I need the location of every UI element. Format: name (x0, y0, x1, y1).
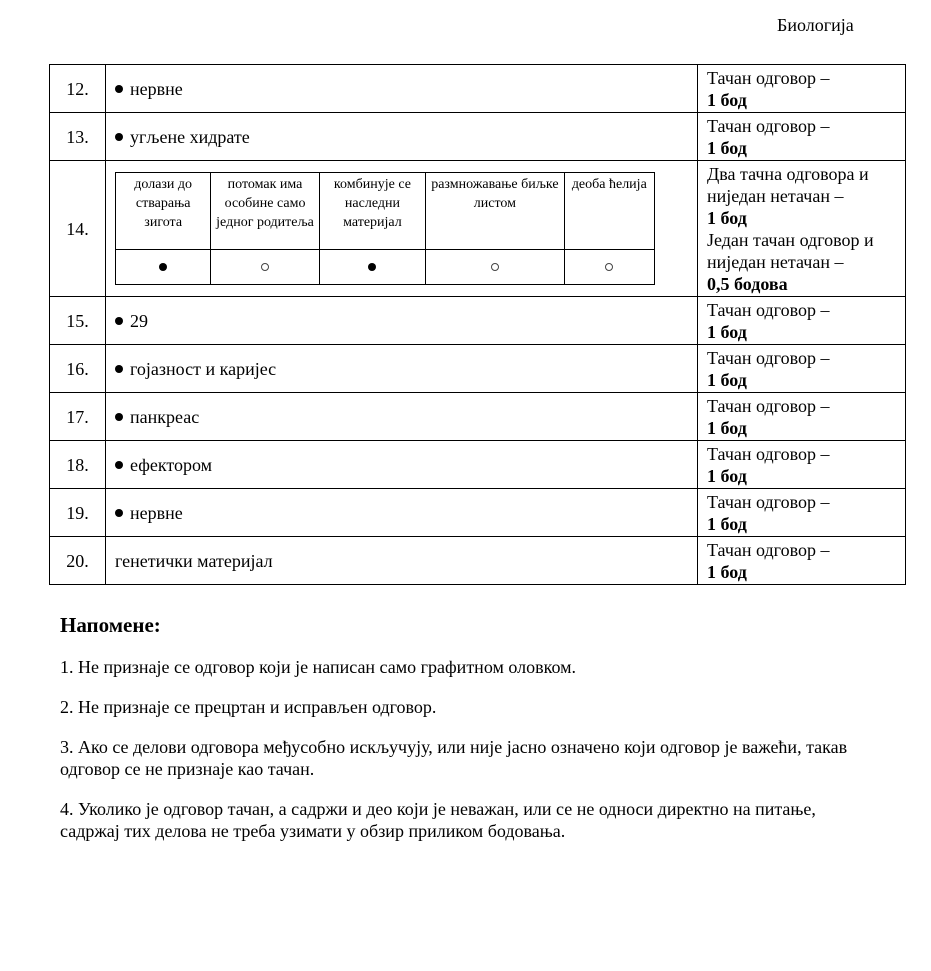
answer-cell (106, 161, 698, 297)
question-number: 13. (50, 113, 106, 161)
empty-circle-icon (261, 263, 269, 271)
subtable-marks-row (116, 250, 655, 285)
score-cell (698, 65, 906, 113)
answer-text: 29 (130, 310, 148, 331)
subtable-header: комбинује се наследни материјал (319, 173, 425, 250)
score-text: Тачан одговор – (707, 68, 830, 88)
score-text: Тачан одговор – (707, 300, 830, 320)
score-text: Један тачан одговор и (707, 230, 874, 250)
answer-cell (106, 393, 698, 441)
score-points: 1 бод (707, 370, 747, 390)
score-points: 1 бод (707, 562, 747, 582)
subject-header: Биологија (777, 15, 854, 35)
score-points: 1 бод (707, 418, 747, 438)
score-cell (698, 537, 906, 585)
score-points: 1 бод (707, 138, 747, 158)
answer-cell (106, 345, 698, 393)
empty-circle-icon (605, 263, 613, 271)
score-text: Тачан одговор – (707, 348, 830, 368)
note-item: 4. Уколико је одговор тачан, а садржи и део који је неважан, или се не односи директно на питање, садржај тих делова не треба узимати у обзир приликом бодовања. (60, 799, 816, 841)
question-number: 15. (50, 297, 106, 345)
score-cell (698, 489, 906, 537)
question-number: 16. (50, 345, 106, 393)
subtable-header: долази до стварања зигота (116, 173, 211, 250)
score-text: Тачан одговор – (707, 444, 830, 464)
score-text: Тачан одговор – (707, 116, 830, 136)
answer-cell (106, 113, 698, 161)
score-text: Тачан одговор – (707, 396, 830, 416)
score-points: 1 бод (707, 514, 747, 534)
table-row (50, 537, 906, 585)
score-points: 1 бод (707, 208, 747, 228)
table-row (50, 489, 906, 537)
answer-text: гојазност и каријес (130, 358, 277, 379)
question-number: 12. (50, 65, 106, 113)
subtable-mark-cell (116, 250, 211, 285)
score-cell (698, 393, 906, 441)
notes-section (60, 612, 860, 860)
question-number: 20. (50, 537, 106, 585)
score-text: Два тачна одговора и (707, 164, 869, 184)
reproduction-subtable (115, 172, 655, 285)
note-item: 3. Ако се делови одговора међусобно искључују, или није јасно означено који одговор је важећи, такав одговор се не признаје као тачан. (60, 737, 848, 779)
bullet-icon (115, 461, 123, 469)
score-cell (698, 161, 906, 297)
answer-cell (106, 489, 698, 537)
score-points: 0,5 бодова (707, 274, 788, 294)
score-text: Тачан одговор – (707, 540, 830, 560)
subtable-header: размножавање биљке листом (426, 173, 565, 250)
score-cell (698, 297, 906, 345)
empty-circle-icon (491, 263, 499, 271)
bullet-icon (115, 85, 123, 93)
subtable-mark-cell (564, 250, 654, 285)
table-row (50, 345, 906, 393)
answer-cell (106, 441, 698, 489)
subtable-header: деоба ћелија (564, 173, 654, 250)
bullet-icon (115, 413, 123, 421)
score-points: 1 бод (707, 466, 747, 486)
score-cell (698, 345, 906, 393)
answer-text: нервне (130, 502, 183, 523)
subtable-mark-cell (319, 250, 425, 285)
notes-title: Напомене: (60, 613, 161, 637)
score-points: 1 бод (707, 90, 747, 110)
answer-cell (106, 65, 698, 113)
table-row (50, 297, 906, 345)
question-number: 14. (50, 161, 106, 297)
bullet-icon (115, 509, 123, 517)
score-cell (698, 113, 906, 161)
filled-circle-icon (159, 263, 167, 271)
table-row (50, 393, 906, 441)
question-number: 19. (50, 489, 106, 537)
score-cell (698, 441, 906, 489)
score-text: Тачан одговор – (707, 492, 830, 512)
table-row (50, 441, 906, 489)
answer-cell (106, 537, 698, 585)
score-text: ниједан нетачан – (707, 252, 844, 272)
bullet-icon (115, 317, 123, 325)
table-row (50, 65, 906, 113)
bullet-icon (115, 365, 123, 373)
note-item: 2. Не признаје се прецртан и исправљен одговор. (60, 697, 437, 717)
answer-text: генетички материјал (115, 550, 273, 571)
answer-text: панкреас (130, 406, 200, 427)
answer-text: нервне (130, 78, 183, 99)
answer-text: ефектором (130, 454, 213, 475)
score-text: ниједан нетачан – (707, 186, 844, 206)
filled-circle-icon (368, 263, 376, 271)
bullet-icon (115, 133, 123, 141)
note-item: 1. Не признаје се одговор који је написан само графитном оловком. (60, 657, 576, 677)
answer-cell (106, 297, 698, 345)
table-row (50, 113, 906, 161)
question-number: 18. (50, 441, 106, 489)
table-row (50, 161, 906, 297)
subtable-mark-cell (426, 250, 565, 285)
subtable-header: потомак има особине само једног родитеља (211, 173, 319, 250)
answer-key-table (49, 64, 906, 585)
score-points: 1 бод (707, 322, 747, 342)
subtable-mark-cell (211, 250, 319, 285)
question-number: 17. (50, 393, 106, 441)
subtable-header-row (116, 173, 655, 250)
answer-text: угљене хидрате (130, 126, 250, 147)
